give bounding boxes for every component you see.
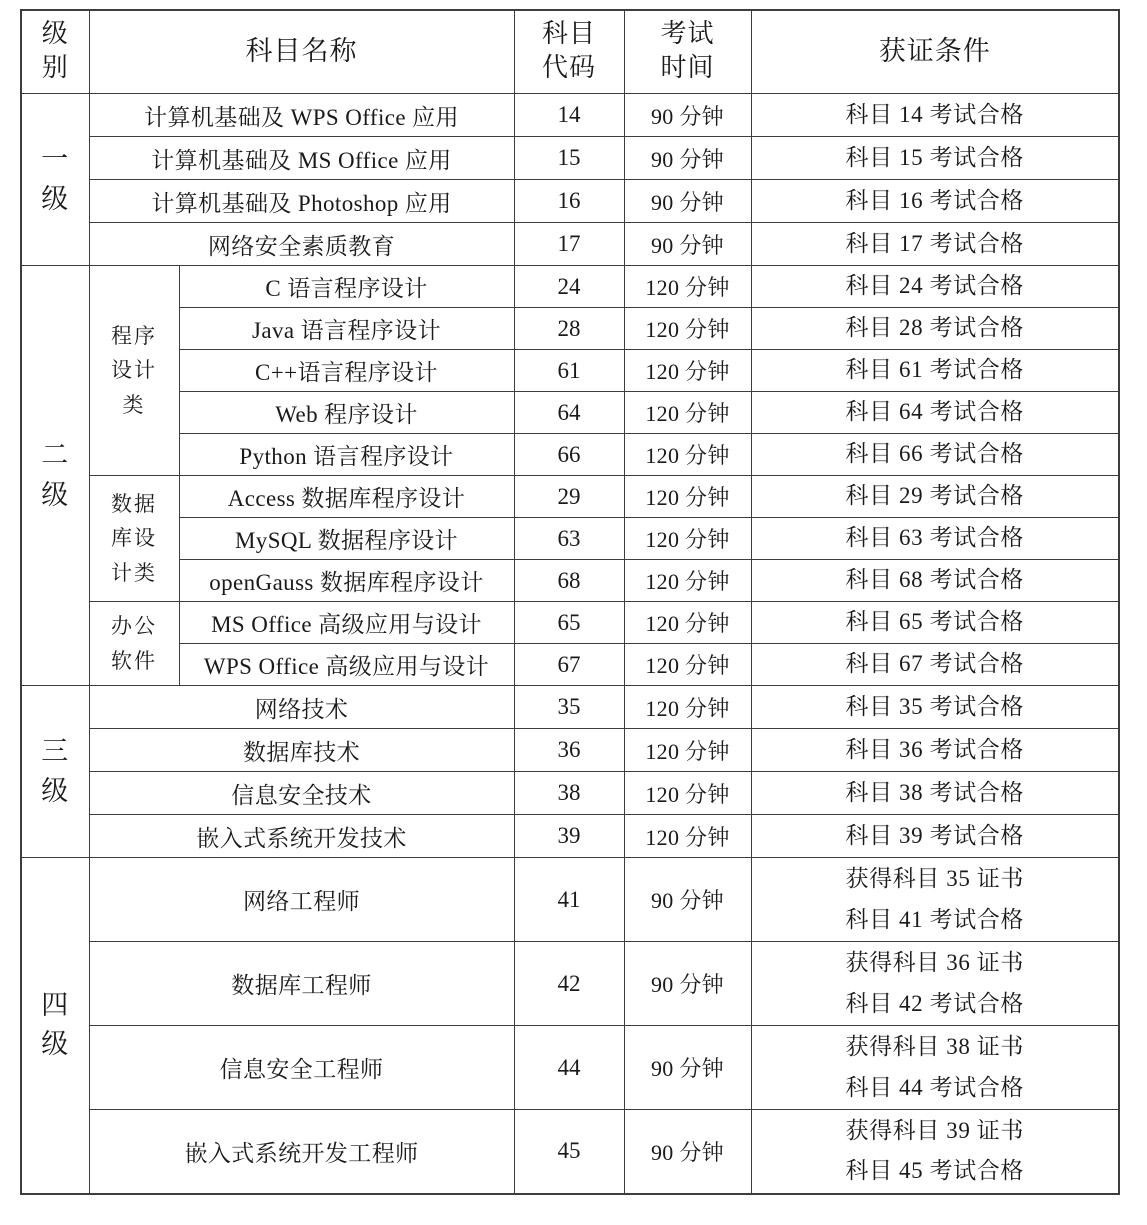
column-header-code-line2: 代码: [541, 53, 596, 83]
condition-line: 科目 42 考试合格: [845, 990, 1024, 1016]
subject-code-cell: 15: [514, 137, 624, 180]
subject-name-cell: C++语言程序设计: [179, 350, 514, 392]
subject-code-cell: 67: [514, 644, 624, 686]
subject-name-cell: 网络技术: [89, 686, 514, 729]
table-row: [21, 94, 1119, 137]
condition-line: 科目 44 考试合格: [845, 1074, 1024, 1100]
subcategory-cell-数据库设计类: [89, 476, 179, 602]
condition-line: 科目 29 考试合格: [845, 483, 1024, 509]
table-row: [21, 180, 1119, 223]
subject-name-cell: 计算机基础及 MS Office 应用: [89, 137, 514, 180]
subject-code-cell: 61: [514, 350, 624, 392]
exam-duration-cell: 120 分钟: [624, 392, 751, 434]
subject-code-cell: 16: [514, 180, 624, 223]
subject-name-cell: MySQL 数据程序设计: [179, 518, 514, 560]
subject-code-cell: 45: [514, 1110, 624, 1194]
column-header-level-line1: 级: [41, 19, 69, 50]
condition-line: 科目 41 考试合格: [845, 906, 1024, 932]
subject-code-cell: 29: [514, 476, 624, 518]
table-row: [21, 434, 1119, 476]
subject-name-cell: Python 语言程序设计: [179, 434, 514, 476]
level-label-char: 一: [41, 144, 70, 176]
subcategory-label-line: 办公: [111, 614, 157, 639]
condition-line: 获得科目 35 证书: [845, 866, 1024, 892]
certification-condition-cell: [751, 94, 1119, 137]
certification-condition-cell: [751, 137, 1119, 180]
condition-line: 科目 61 考试合格: [845, 357, 1024, 383]
condition-line: 科目 64 考试合格: [845, 399, 1024, 425]
exam-duration-cell: 90 分钟: [624, 1110, 751, 1194]
subject-code-cell: 44: [514, 1026, 624, 1110]
subject-name-cell: 计算机基础及 WPS Office 应用: [89, 94, 514, 137]
table-row: [21, 223, 1119, 266]
condition-line: 科目 39 考试合格: [845, 822, 1024, 848]
exam-duration-cell: 120 分钟: [624, 686, 751, 729]
level-label-cell-一级: [21, 94, 89, 266]
exam-levels-table: [20, 9, 1120, 1195]
column-header-subject: 科目名称: [89, 10, 514, 94]
header-row: [21, 10, 1119, 94]
subject-code-cell: 65: [514, 602, 624, 644]
condition-line: 获得科目 36 证书: [845, 950, 1024, 976]
subcategory-cell-程序设计类: [89, 266, 179, 476]
exam-duration-cell: 90 分钟: [624, 858, 751, 942]
subcategory-cell-办公软件: [89, 602, 179, 686]
level-label-cell-二级: [21, 266, 89, 686]
exam-duration-cell: 120 分钟: [624, 560, 751, 602]
condition-line: 科目 15 考试合格: [845, 144, 1024, 170]
exam-duration-cell: 90 分钟: [624, 223, 751, 266]
subject-name-cell: 网络工程师: [89, 858, 514, 942]
table-row: [21, 392, 1119, 434]
certification-condition-cell: [751, 1026, 1119, 1110]
table-row: [21, 686, 1119, 729]
exam-duration-cell: 120 分钟: [624, 729, 751, 772]
certification-condition-cell: [751, 729, 1119, 772]
table-row: [21, 942, 1119, 1026]
subject-name-cell: 信息安全技术: [89, 772, 514, 815]
exam-duration-cell: 90 分钟: [624, 1026, 751, 1110]
certification-condition-cell: [751, 350, 1119, 392]
level-label-char: 二: [41, 440, 70, 472]
condition-line: 科目 36 考试合格: [845, 736, 1024, 762]
subject-name-cell: 嵌入式系统开发工程师: [89, 1110, 514, 1194]
condition-line: 获得科目 39 证书: [845, 1118, 1024, 1143]
exam-duration-cell: 120 分钟: [624, 602, 751, 644]
table-row: [21, 560, 1119, 602]
exam-duration-cell: 120 分钟: [624, 815, 751, 858]
exam-duration-cell: 120 分钟: [624, 308, 751, 350]
level-label-char: 四: [41, 990, 70, 1022]
exam-duration-cell: 90 分钟: [624, 942, 751, 1026]
condition-line: 科目 68 考试合格: [845, 567, 1024, 593]
certification-condition-cell: [751, 686, 1119, 729]
exam-duration-cell: 120 分钟: [624, 266, 751, 308]
level-label-char: 级: [41, 775, 70, 807]
subject-code-cell: 38: [514, 772, 624, 815]
column-header-time: [624, 10, 751, 94]
subcategory-label-line: 设计: [111, 358, 157, 383]
table-row: [21, 476, 1119, 518]
subject-name-cell: Access 数据库程序设计: [179, 476, 514, 518]
subject-name-cell: 数据库技术: [89, 729, 514, 772]
table-row: [21, 815, 1119, 858]
exam-duration-cell: 120 分钟: [624, 434, 751, 476]
column-header-code: [514, 10, 624, 94]
column-header-code-line1: 科目: [541, 19, 596, 50]
table-row: [21, 137, 1119, 180]
exam-duration-cell: 120 分钟: [624, 772, 751, 815]
exam-duration-cell: 90 分钟: [624, 180, 751, 223]
condition-line: 科目 65 考试合格: [845, 609, 1024, 635]
subject-code-cell: 63: [514, 518, 624, 560]
subject-code-cell: 28: [514, 308, 624, 350]
condition-line: 获得科目 38 证书: [845, 1034, 1024, 1060]
table-row: [21, 1110, 1119, 1194]
certification-condition-cell: [751, 942, 1119, 1026]
subject-code-cell: 35: [514, 686, 624, 729]
table-row: [21, 602, 1119, 644]
subject-name-cell: openGauss 数据库程序设计: [179, 560, 514, 602]
column-header-time-line1: 考试: [660, 19, 715, 50]
condition-line: 科目 24 考试合格: [845, 273, 1024, 299]
certification-condition-cell: [751, 308, 1119, 350]
table-row: [21, 729, 1119, 772]
exam-duration-cell: 120 分钟: [624, 476, 751, 518]
certification-condition-cell: [751, 560, 1119, 602]
certification-condition-cell: [751, 518, 1119, 560]
subject-name-cell: 数据库工程师: [89, 942, 514, 1026]
level-label-char: 三: [41, 736, 70, 768]
table-row: [21, 1026, 1119, 1110]
certification-condition-cell: [751, 180, 1119, 223]
subject-code-cell: 66: [514, 434, 624, 476]
table-row: [21, 858, 1119, 942]
subject-name-cell: 信息安全工程师: [89, 1026, 514, 1110]
subject-name-cell: WPS Office 高级应用与设计: [179, 644, 514, 686]
subject-code-cell: 14: [514, 94, 624, 137]
condition-line: 科目 17 考试合格: [845, 230, 1024, 256]
table-body: [21, 94, 1119, 1194]
exam-duration-cell: 120 分钟: [624, 350, 751, 392]
exam-duration-cell: 120 分钟: [624, 518, 751, 560]
table-row: [21, 644, 1119, 686]
table-row: [21, 772, 1119, 815]
subject-code-cell: 41: [514, 858, 624, 942]
level-label-char: 级: [41, 479, 70, 511]
condition-line: 科目 14 考试合格: [845, 101, 1024, 127]
column-header-level-line2: 别: [41, 53, 69, 83]
condition-line: 科目 28 考试合格: [845, 315, 1024, 341]
table-row: [21, 266, 1119, 308]
subject-code-cell: 42: [514, 942, 624, 1026]
subject-name-cell: C 语言程序设计: [179, 266, 514, 308]
condition-line: 科目 63 考试合格: [845, 525, 1024, 551]
subcategory-label-line: 数据: [111, 492, 157, 517]
subcategory-label-line: 计类: [111, 560, 157, 585]
column-header-condition: 获证条件: [751, 10, 1119, 94]
certification-condition-cell: [751, 602, 1119, 644]
table-row: [21, 518, 1119, 560]
condition-line: 科目 66 考试合格: [845, 441, 1024, 467]
subject-name-cell: Web 程序设计: [179, 392, 514, 434]
condition-line: 科目 16 考试合格: [845, 187, 1024, 213]
table-row: [21, 308, 1119, 350]
subject-name-cell: Java 语言程序设计: [179, 308, 514, 350]
certification-condition-cell: [751, 392, 1119, 434]
certification-condition-cell: [751, 266, 1119, 308]
subject-code-cell: 24: [514, 266, 624, 308]
level-label-char: 级: [41, 1029, 70, 1061]
exam-duration-cell: 120 分钟: [624, 644, 751, 686]
column-header-time-line2: 时间: [660, 53, 715, 83]
level-label-cell-四级: [21, 858, 89, 1194]
condition-line: 科目 38 考试合格: [845, 779, 1024, 805]
subject-code-cell: 68: [514, 560, 624, 602]
subject-name-cell: 网络安全素质教育: [89, 223, 514, 266]
column-header-level: [21, 10, 89, 94]
certification-condition-cell: [751, 772, 1119, 815]
level-label-cell-三级: [21, 686, 89, 858]
level-label-char: 级: [41, 183, 70, 215]
exam-duration-cell: 90 分钟: [624, 94, 751, 137]
subcategory-label-line: 类: [122, 392, 146, 417]
subcategory-label-line: 程序: [111, 324, 157, 349]
certification-condition-cell: [751, 1110, 1119, 1194]
subject-code-cell: 64: [514, 392, 624, 434]
subject-code-cell: 39: [514, 815, 624, 858]
table-header: [21, 10, 1119, 94]
subject-code-cell: 36: [514, 729, 624, 772]
certification-condition-cell: [751, 815, 1119, 858]
condition-line: 科目 67 考试合格: [845, 651, 1024, 677]
certification-condition-cell: [751, 476, 1119, 518]
certification-condition-cell: [751, 223, 1119, 266]
subject-code-cell: 17: [514, 223, 624, 266]
certification-condition-cell: [751, 434, 1119, 476]
subject-name-cell: 计算机基础及 Photoshop 应用: [89, 180, 514, 223]
table-row: [21, 350, 1119, 392]
subcategory-label-line: 软件: [111, 648, 157, 673]
subject-name-cell: MS Office 高级应用与设计: [179, 602, 514, 644]
subject-name-cell: 嵌入式系统开发技术: [89, 815, 514, 858]
exam-duration-cell: 90 分钟: [624, 137, 751, 180]
condition-line: 科目 35 考试合格: [845, 693, 1024, 719]
certification-condition-cell: [751, 858, 1119, 942]
subcategory-label-line: 库设: [111, 526, 157, 551]
certification-condition-cell: [751, 644, 1119, 686]
condition-line: 科目 45 考试合格: [845, 1158, 1024, 1184]
